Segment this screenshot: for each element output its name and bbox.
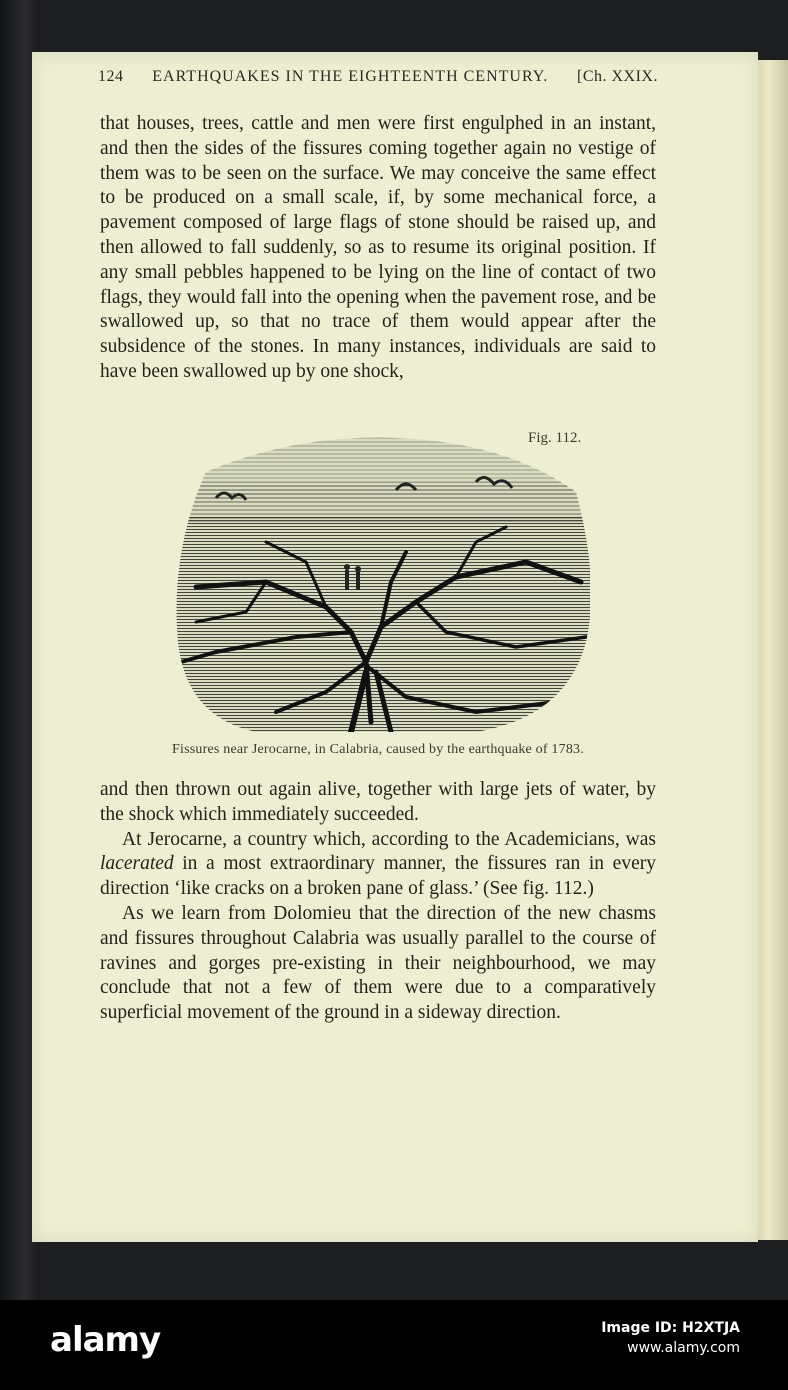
fissures-engraving — [176, 432, 590, 738]
facing-page-edge — [756, 60, 788, 1240]
watermark-url: www.alamy.com — [627, 1340, 740, 1356]
figure-caption: Fissures near Jerocarne, in Calabria, caused by the earthquake of 1783. — [172, 742, 584, 757]
figure-label: Fig. 112. — [528, 430, 582, 446]
paragraph — [100, 828, 656, 902]
body-text-bottom — [100, 778, 656, 1026]
paragraph: that houses, trees, cattle and men were first engulphed in an instant, and then the sides of the fissures coming together again no vestige of them was to be seen on the surface. We may conceive the same effect to be produced on a small scale, if, by some mechanical force, a pavement composed of large flags of stone should be raised up, and then allowed to fall suddenly, so as to resume its original position. If any small pebbles happened to be lying on the line of contact of two flags, they would fall into the opening when the pavement rose, and be swallowed up, so that no trace of them would appear after the subsidence of the stones. In many instances, individuals are said to have been swallowed up by one shock, — [100, 113, 656, 382]
alamy-logo: alamy — [50, 1320, 161, 1360]
paragraph: and then thrown out again alive, together with large jets of water, by the shock which immediately succeeded. — [100, 779, 656, 825]
running-title: EARTHQUAKES IN THE EIGHTEENTH CENTURY. — [152, 68, 549, 85]
stock-watermark-bar — [0, 1300, 788, 1390]
page-number: 124 — [98, 68, 124, 85]
running-head — [98, 68, 658, 86]
text-run: At Jerocarne, a country which, according to the Academicians, was — [122, 828, 656, 850]
text-run: in a most extraordinary manner, the fissures ran in every direction ‘like cracks on a broken pane of glass.’ (See fig. 112.) — [100, 853, 656, 900]
body-text-top — [100, 112, 656, 385]
emphasis: lacerated — [100, 853, 174, 875]
image-id-block — [601, 1318, 740, 1358]
paragraph: As we learn from Dolomieu that the direction of the new chasms and fissures throughout Calabria was usually parallel to the course of ravines and gorges pre-existing in their neighbourhood, we may conclude that not a few of them were due to a comparatively superficial movement of the ground in a sideway direction. — [100, 902, 656, 1024]
chapter-marker: [Ch. XXIX. — [576, 68, 658, 85]
image-id: Image ID: H2XTJA — [601, 1320, 740, 1336]
